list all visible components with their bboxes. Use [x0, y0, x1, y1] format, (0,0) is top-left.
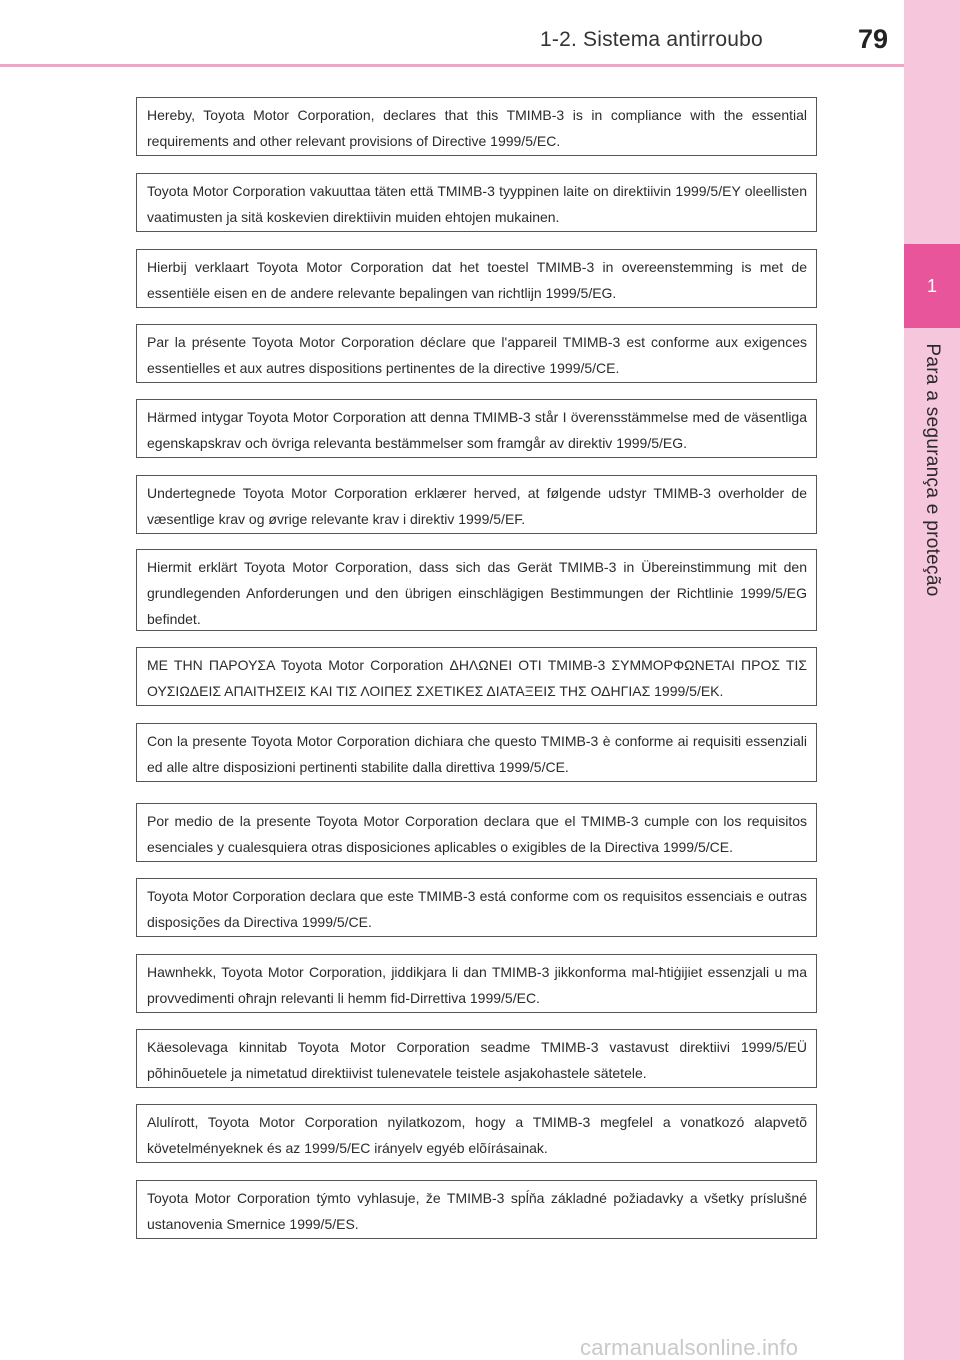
- declaration-danish: Undertegnede Toyota Motor Corporation erklærer herved, at følgende udstyr TMIMB-3 overholder de væsentlige krav og øvrige relevante krav i direktiv 1999/5/EF.: [136, 475, 817, 534]
- page-number: 79: [858, 24, 889, 54]
- chapter-number-marker: [904, 244, 960, 328]
- header-divider: [0, 64, 904, 67]
- declaration-greek: ΜΕ ΤΗΝ ΠΑΡΟΥΣΑ Toyota Motor Corporation ΔΗΛΩΝΕΙ ΟΤΙ TMIMB-3 ΣΥΜΜΟΡΦΩΝΕΤΑΙ ΠΡΟΣ ΤΙΣ ΟΥΣΙΩΔΕΙΣ ΑΠΑΙΤΗΣΕΙΣ ΚΑΙ ΤΙΣ ΛΟΙΠΕΣ ΣΧΕΤΙΚΕΣ ΔΙΑΤΑΞΕΙΣ ΤΗΣ ΟΔΗΓΙΑΣ 1999/5/ΕΚ.: [136, 647, 817, 706]
- declaration-finnish: Toyota Motor Corporation vakuuttaa täten että TMIMB-3 tyyppinen laite on direktiivin 1999/5/EY oleellisten vaatimusten ja sitä koskevien direktiivin muiden ehtojen mukainen.: [136, 173, 817, 232]
- watermark: carmanualsonline.info: [580, 1335, 799, 1360]
- declaration-english: Hereby, Toyota Motor Corporation, declares that this TMIMB-3 is in compliance with the essential requirements and other relevant provisions of Directive 1999/5/EC.: [136, 97, 817, 156]
- declaration-swedish: Härmed intygar Toyota Motor Corporation att denna TMIMB-3 står I överensstämmelse med de väsentliga egenskapskrav och övriga relevanta bestämmelser som framgår av direktiv 1999/5/EG.: [136, 399, 817, 458]
- declaration-slovak: Toyota Motor Corporation týmto vyhlasuje, že TMIMB-3 spĺňa základné požiadavky a všetky príslušné ustanovenia Smernice 1999/5/ES.: [136, 1180, 817, 1239]
- declaration-spanish: Por medio de la presente Toyota Motor Corporation declara que el TMIMB-3 cumple con los requisitos esenciales y cualesquiera otras disposiciones aplicables o exigibles de la Directiva 1999/5/CE.: [136, 803, 817, 862]
- declaration-estonian: Käesolevaga kinnitab Toyota Motor Corporation seadme TMIMB-3 vastavust direktiivi 1999/5/EÜ põhinõuetele ja nimetatud direktiivist tulenevatele teistele asjakohastele sätetele.: [136, 1029, 817, 1088]
- declaration-hungarian: Alulírott, Toyota Motor Corporation nyilatkozom, hogy a TMIMB-3 megfelel a vonatkozó alapvetõ követelményeknek és az 1999/5/EC irányelv egyéb elõírásainak.: [136, 1104, 817, 1163]
- declaration-maltese: Hawnhekk, Toyota Motor Corporation, jiddikjara li dan TMIMB-3 jikkonforma mal-ħtiġijiet essenzjali u ma provvedimenti oħrajn relevanti li hemm fid-Dirrettiva 1999/5/EC.: [136, 954, 817, 1013]
- chapter-side-tab: [904, 0, 960, 1360]
- declaration-portuguese: Toyota Motor Corporation declara que este TMIMB-3 está conforme com os requisitos essenciais e outras disposições da Directiva 1999/5/CE.: [136, 878, 817, 937]
- declaration-german: Hiermit erklärt Toyota Motor Corporation, dass sich das Gerät TMIMB-3 in Übereinstimmung mit den grundlegenden Anforderungen und den übrigen einschlägigen Bestimmungen der Richtlinie 1999/5/EG befindet.: [136, 549, 817, 631]
- chapter-label: Para a segurança e proteção: [922, 343, 943, 597]
- declaration-french: Par la présente Toyota Motor Corporation déclare que l'appareil TMIMB-3 est conforme aux exigences essentielles et aux autres dispositions pertinentes de la directive 1999/5/CE.: [136, 324, 817, 383]
- declaration-dutch: Hierbij verklaart Toyota Motor Corporation dat het toestel TMIMB-3 in overeenstemming is met de essentiële eisen en de andere relevante bepalingen van richtlijn 1999/5/EG.: [136, 249, 817, 308]
- section-title: 1-2. Sistema antirroubo: [540, 28, 763, 51]
- declaration-italian: Con la presente Toyota Motor Corporation dichiara che questo TMIMB-3 è conforme ai requisiti essenziali ed alle altre disposizioni pertinenti stabilite dalla direttiva 1999/5/CE.: [136, 723, 817, 782]
- chapter-number: 1: [926, 275, 937, 296]
